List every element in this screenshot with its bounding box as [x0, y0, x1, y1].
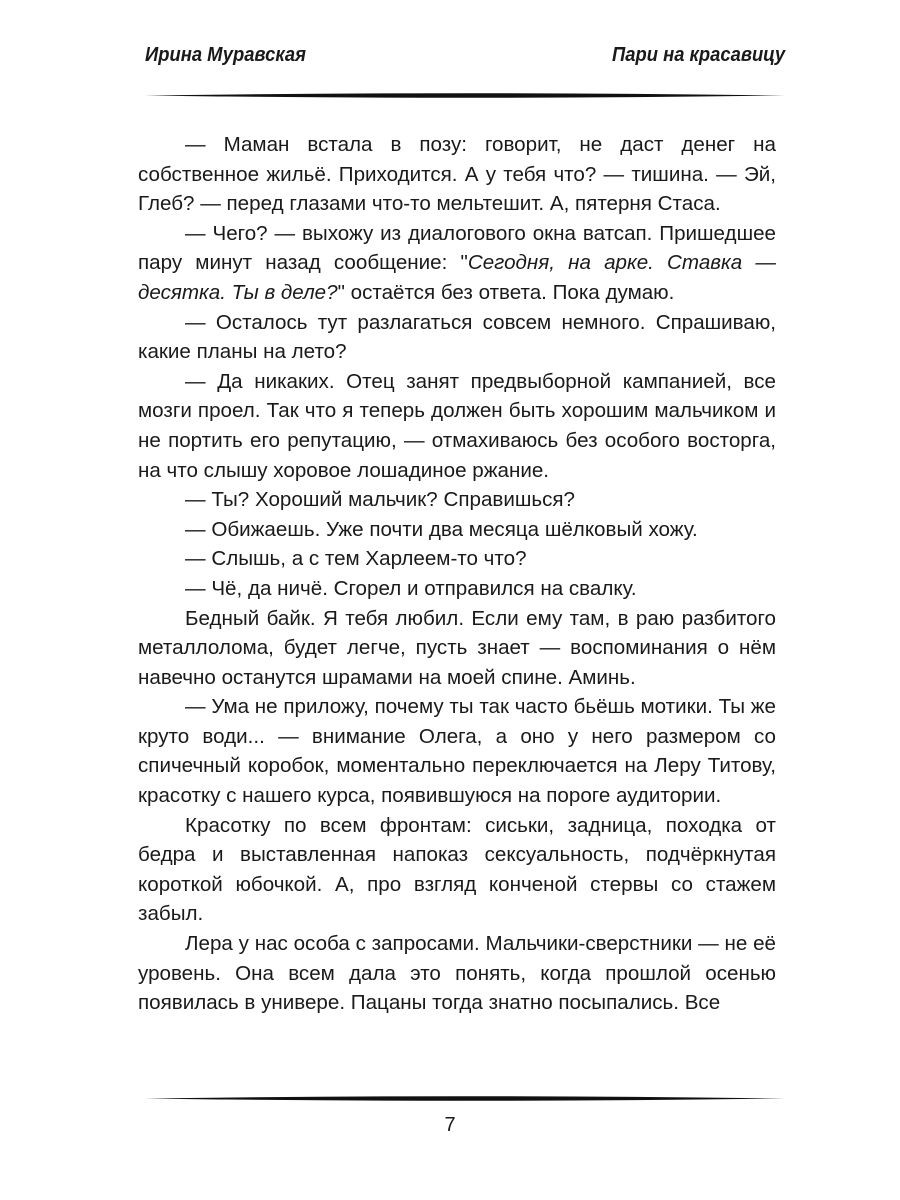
header-author: Ирина Муравская [145, 44, 306, 66]
paragraph: — Да никаких. Отец занят предвыборной кампанией, все мозги проел. Так что я теперь должен быть хорошим мальчиком и не портить его репутацию, — отмахиваюсь без особого восторга, на что слышу хоровое лошадиное ржание. [138, 369, 776, 482]
body-text [138, 130, 776, 1018]
paragraph: — Осталось тут разлагаться совсем немного. Спрашиваю, какие планы на лето? [138, 310, 776, 364]
paragraph: Лера у нас особа с запросами. Мальчики-сверстники — не её уровень. Она всем дала это понять, когда прошлой осенью появилась в универе. Пацаны тогда знатно посыпались. Все [138, 932, 776, 1015]
running-header [145, 44, 785, 76]
paragraph: — Маман встала в позу: говорит, не даст денег на собственное жильё. Приходится. А у тебя что? — тишина. — Эй, Глеб? — перед глазами что-то мельтешит. А, пятерня Стаса. [138, 133, 776, 216]
paragraph [138, 219, 776, 308]
paragraph-text: " остаётся без ответа. Пока думаю. [337, 280, 675, 304]
footer-divider [145, 1095, 785, 1102]
paragraph-text: — Чего? — выхожу из диалогового окна ватсап. Пришедшее пару минут назад сообщение: " [138, 221, 776, 275]
page-number: 7 [444, 1114, 456, 1136]
header-divider [145, 92, 785, 99]
paragraph: — Чё, да ничё. Сгорел и отправился на свалку. [185, 576, 637, 600]
paragraph: — Слышь, а с тем Харлеем-то что? [185, 547, 527, 571]
paragraph: — Ума не приложу, почему ты так часто бьёшь мотики. Ты же круто води... — внимание Олега, а оно у него размером со спичечный коробок, моментально переключается на Леру Титову, красотку с нашего курса, появившуюся на пороге аудитории. [138, 695, 776, 808]
header-book-title: Пари на красавицу [611, 44, 785, 66]
paragraph: — Ты? Хороший мальчик? Справишься? [185, 488, 576, 512]
paragraph: — Обижаешь. Уже почти два месяца шёлковый хожу. [185, 517, 698, 541]
paragraph: Красотку по всем фронтам: сиськи, задница, походка от бедра и выставленная напоказ сексуальность, подчёркнутая короткой юбочкой. А, про взгляд конченой стервы со стажем забыл. [138, 813, 776, 926]
paragraph-italic-message: Сегодня, на арке. Ставка — десятка. Ты в деле? [138, 251, 776, 304]
paragraph: Бедный байк. Я тебя любил. Если ему там, в раю разбитого металлолома, будет легче, пусть знает — воспоминания о нём навечно останутся шрамами на моей спине. Аминь. [138, 606, 776, 689]
